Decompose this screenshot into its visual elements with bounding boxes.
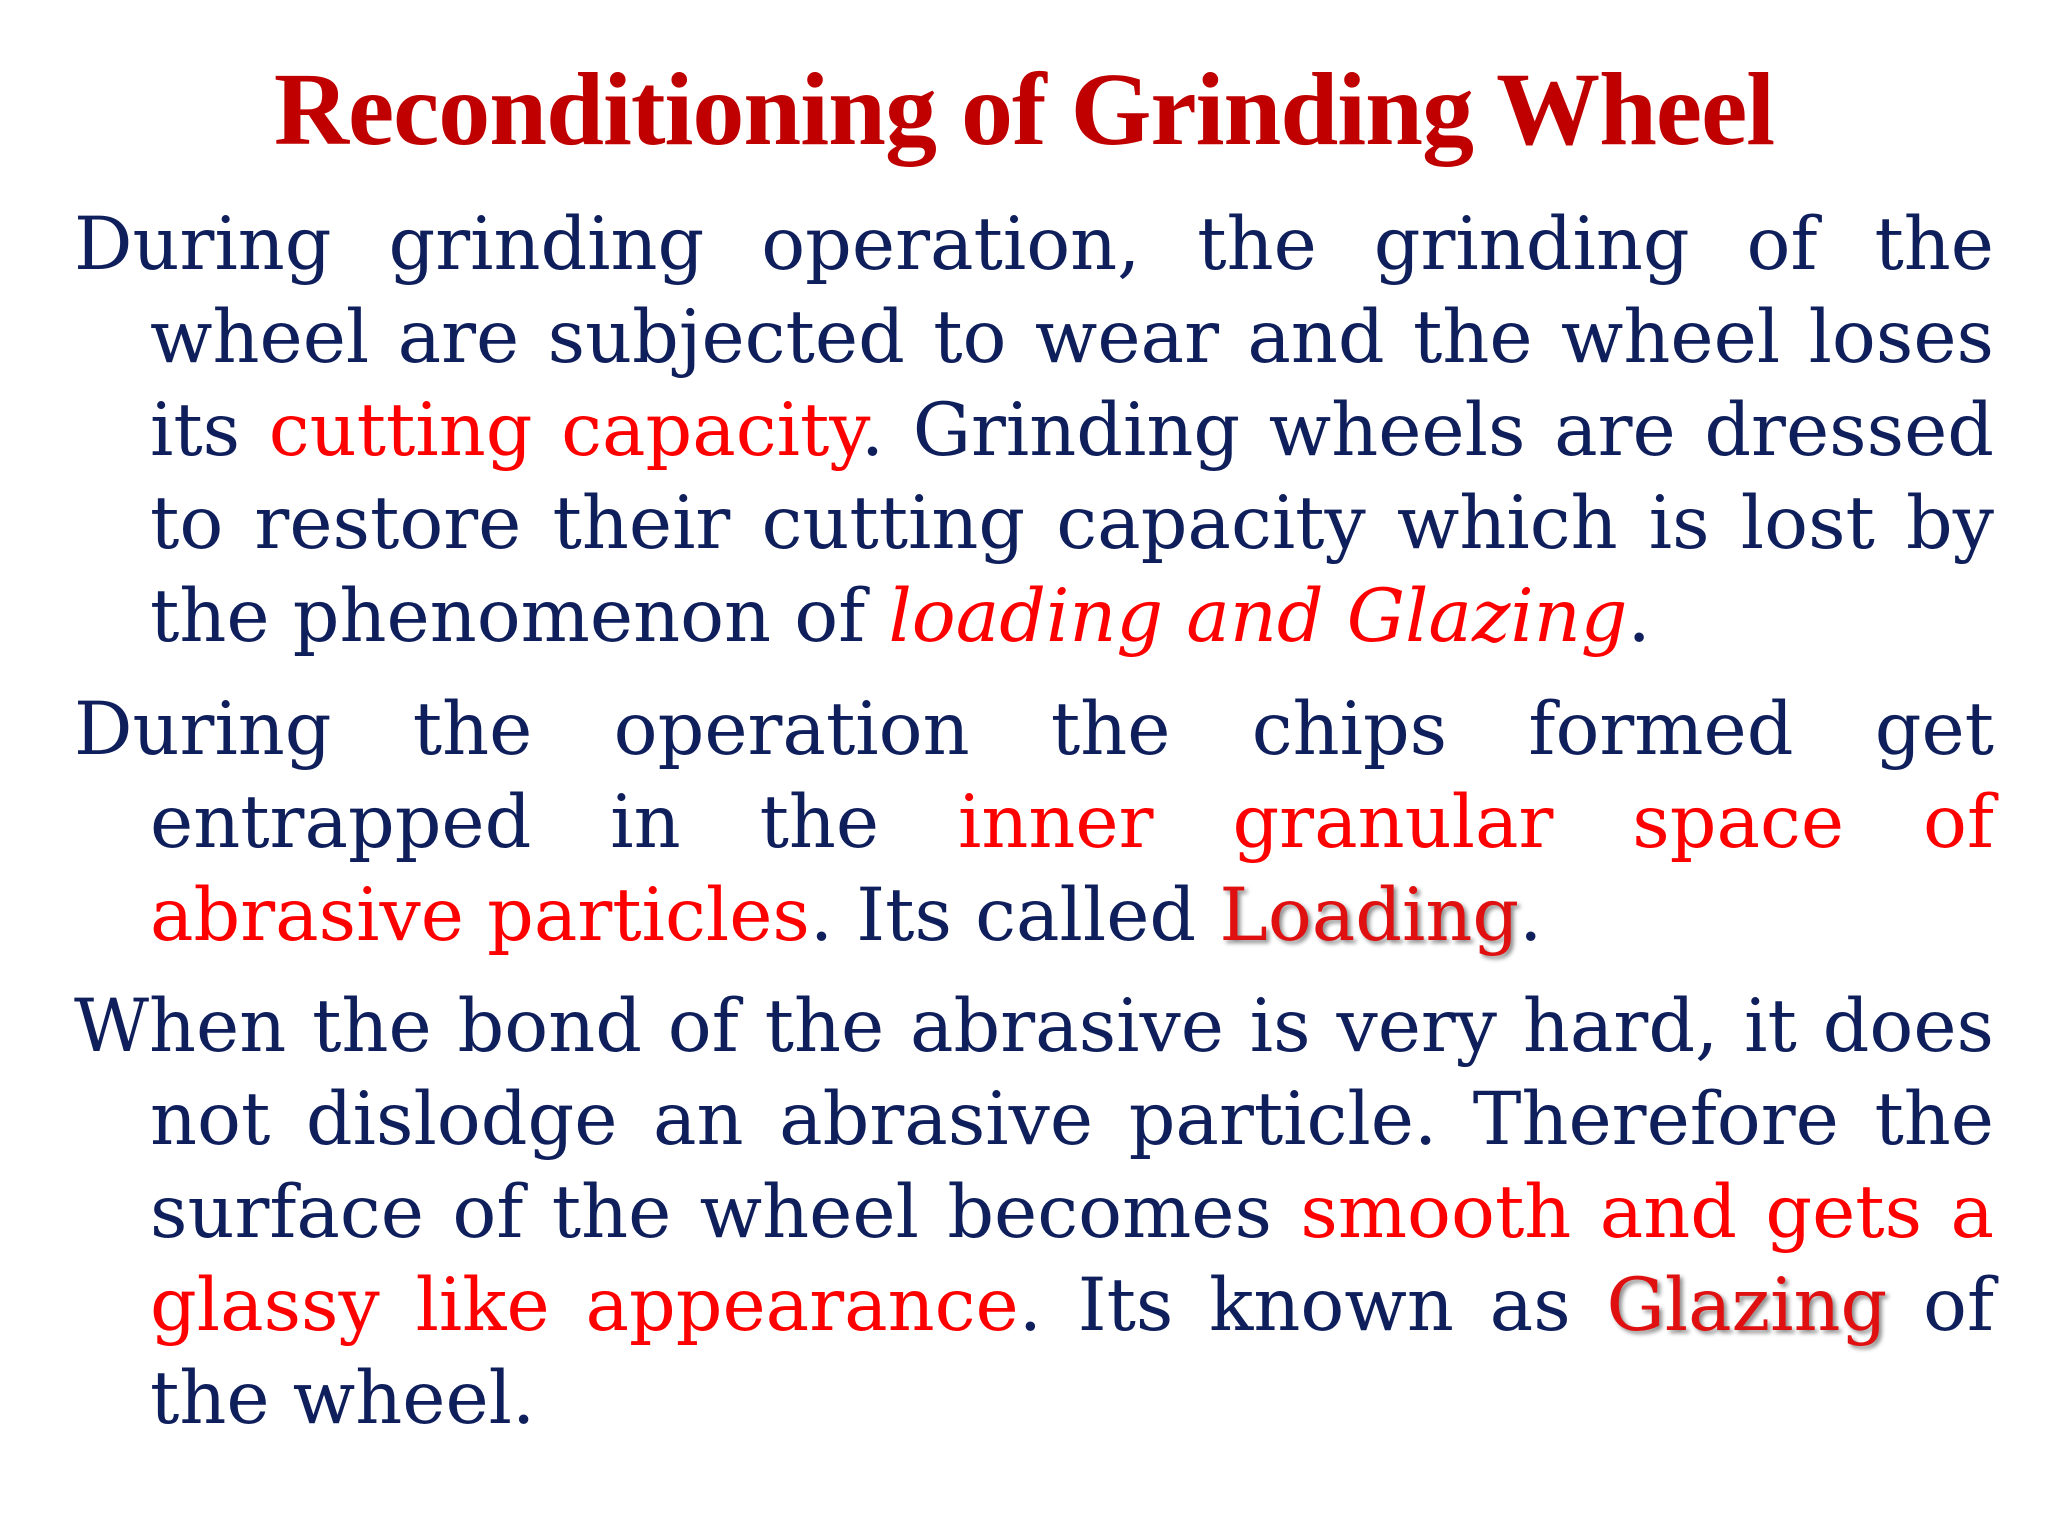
highlight-text: inner granular space of abrasive particles: [150, 780, 1994, 958]
text-segment: During the operation the chips formed get entrapped in the: [74, 687, 1994, 865]
highlight-text: smooth and gets a glassy like appearance: [150, 1170, 1994, 1348]
text-segment: . Its known as: [1018, 1263, 1607, 1348]
text-segment: During grinding operation, the grinding of the wheel are subjected to wear and the wheel loses its: [74, 202, 1994, 473]
highlight-text: cutting capacity: [268, 388, 861, 473]
paragraph-3: [74, 980, 1994, 1445]
text-segment: . Its called: [809, 873, 1220, 958]
paragraph-2: [74, 683, 1994, 962]
slide-title: Reconditioning of Grinding Wheel: [273, 52, 1775, 167]
text-segment: .: [1519, 873, 1543, 958]
text-segment: .: [1627, 574, 1651, 659]
term-glazing: Glazing: [1606, 1263, 1888, 1348]
text-segment: . Grinding wheels are dressed to restore their cutting capacity which is lost by the phenomenon of: [150, 388, 1994, 659]
text-segment: When the bond of the abrasive is very hard, it does not dislodge an abrasive particle. Therefore the surface of the wheel becomes: [74, 984, 1994, 1255]
paragraph-1: [74, 198, 1994, 663]
italic-highlight-text: loading and Glazing: [888, 574, 1628, 659]
text-segment: of the wheel.: [150, 1263, 1994, 1441]
term-loading: Loading: [1219, 873, 1520, 958]
